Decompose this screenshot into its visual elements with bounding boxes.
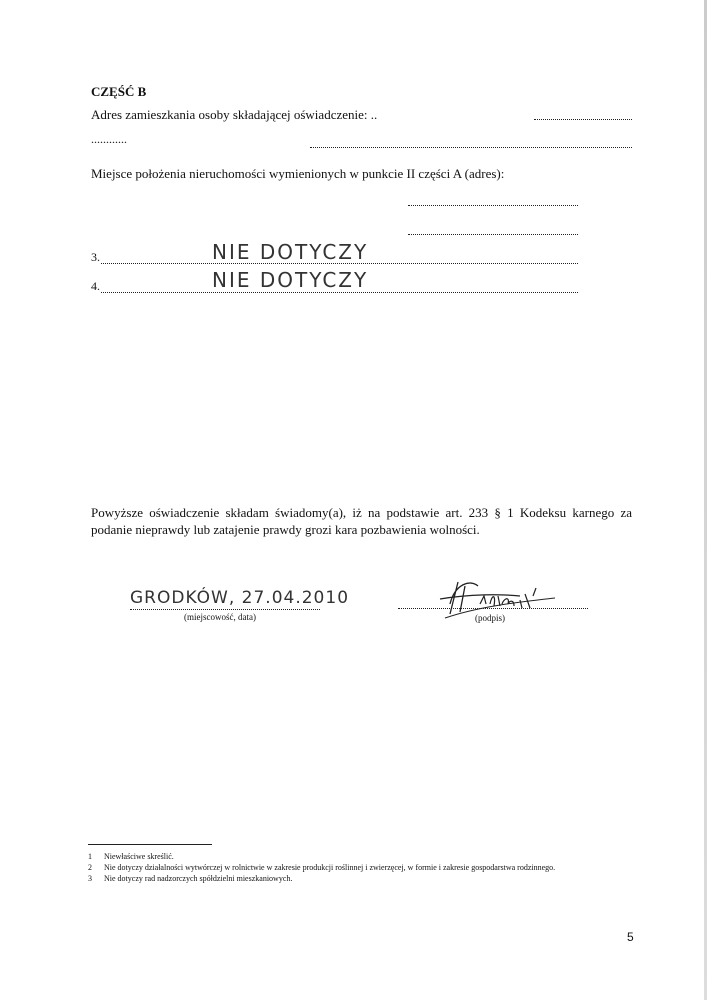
footnote-separator (88, 844, 212, 845)
property-4-handwritten-value: NIE DOTYCZY (212, 268, 369, 292)
address-label: Adres zamieszkania osoby składającej oświadczenie: .. (91, 107, 378, 122)
property-4-line (101, 292, 578, 293)
footnote-mark: 2 (88, 863, 92, 872)
signature-line (398, 608, 588, 609)
section-title: CZĘŚĆ B (91, 84, 147, 99)
footnote-1 (88, 851, 555, 862)
property-3-handwritten-value: NIE DOTYCZY (212, 240, 369, 264)
declaration-text: Powyższe oświadczenie składam świadomy(a), iż na podstawie art. 233 § 1 Kodeksu karnego za podanie nieprawdy lub zatajenie prawdy grozi kara pozbawienia wolności. (91, 505, 632, 537)
property-dotted-line-1 (408, 205, 578, 206)
property-number-3: 3. (91, 250, 100, 264)
property-dotted-line-2 (408, 234, 578, 235)
footnotes (88, 851, 555, 884)
footnote-3 (88, 873, 555, 884)
place-date-handwritten: GRODKÓW, 27.04.2010 (130, 588, 350, 608)
address-dotted-line-2 (310, 147, 632, 148)
footnote-text: Nie dotyczy rad nadzorczych spółdzielni mieszkaniowych. (104, 874, 293, 883)
address-line-prefix: ............ (91, 132, 127, 146)
footnote-2 (88, 862, 555, 873)
property-location-label: Miejsce położenia nieruchomości wymienionych w punkcie II części A (adres): (91, 166, 505, 181)
footnote-text: Nie dotyczy działalności wytwórczej w rolnictwie w zakresie produkcji roślinnej i zwierzęcej, w formie i zakresie gospodarstwa rodzinnego. (104, 863, 556, 872)
address-dotted-line (534, 119, 632, 120)
property-number-4: 4. (91, 279, 100, 293)
place-date-caption: (miejscowość, data) (184, 612, 256, 622)
page-number: 5 (627, 930, 634, 944)
signature-caption: (podpis) (475, 613, 505, 623)
footnote-text: Niewłaściwe skreślić. (104, 852, 174, 861)
place-date-line (130, 609, 320, 610)
footnote-mark: 3 (88, 874, 92, 883)
footnote-mark: 1 (88, 852, 92, 861)
